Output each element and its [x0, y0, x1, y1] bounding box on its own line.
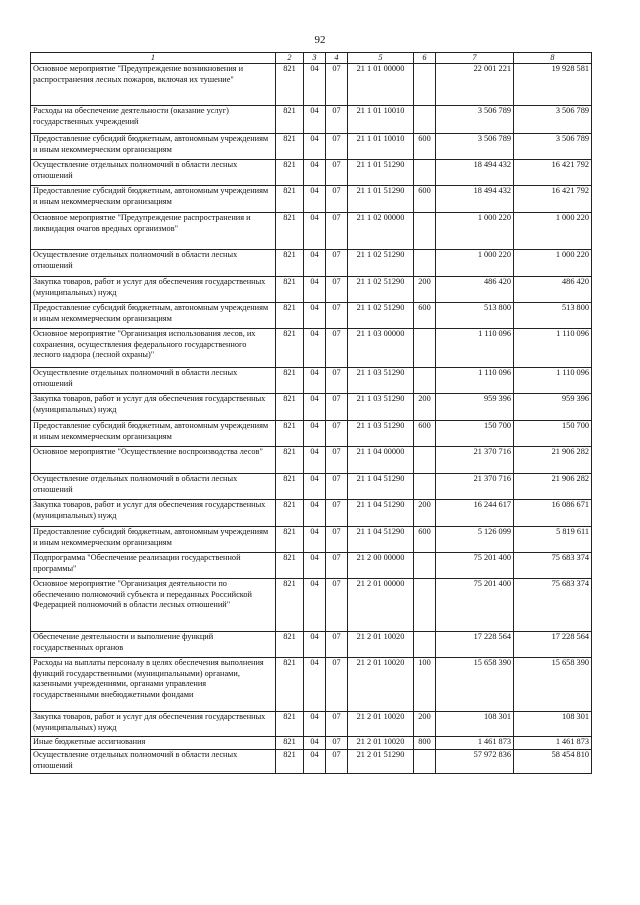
budget-table: [30, 52, 592, 774]
item-name-cell: Осуществление отдельных полномочий в области лесных отношений: [31, 474, 276, 500]
column-header: 6: [414, 53, 436, 64]
amount-year1-cell: 1 000 220: [436, 250, 514, 277]
amount-year1-cell: 75 201 400: [436, 579, 514, 632]
subsection-cell: 07: [326, 160, 348, 186]
subsection-cell: 07: [326, 250, 348, 277]
amount-year1-cell: 1 110 096: [436, 368, 514, 394]
amount-year2-cell: 1 110 096: [514, 368, 592, 394]
expense-type-cell: 600: [414, 421, 436, 447]
grbs-code-cell: 821: [276, 64, 304, 106]
item-name-cell: Закупка товаров, работ и услуг для обеспечения государственных (муниципальных) нужд: [31, 277, 276, 303]
amount-year1-cell: 5 126 099: [436, 527, 514, 553]
grbs-code-cell: 821: [276, 712, 304, 737]
amount-year2-cell: 75 683 374: [514, 553, 592, 579]
table-row: [31, 277, 592, 303]
subsection-cell: 07: [326, 134, 348, 160]
subsection-cell: 07: [326, 213, 348, 250]
section-cell: 04: [304, 579, 326, 632]
amount-year2-cell: 1 461 873: [514, 737, 592, 750]
section-cell: 04: [304, 106, 326, 134]
amount-year2-cell: 19 928 581: [514, 64, 592, 106]
subsection-cell: 07: [326, 737, 348, 750]
amount-year1-cell: 16 244 617: [436, 500, 514, 527]
grbs-code-cell: 821: [276, 303, 304, 329]
expense-type-cell: [414, 474, 436, 500]
target-article-cell: 21 1 02 51290: [348, 303, 414, 329]
amount-year2-cell: 75 683 374: [514, 579, 592, 632]
amount-year1-cell: 1 461 873: [436, 737, 514, 750]
section-cell: 04: [304, 394, 326, 421]
table-row: [31, 527, 592, 553]
expense-type-cell: [414, 579, 436, 632]
target-article-cell: 21 1 02 00000: [348, 213, 414, 250]
table-row: [31, 368, 592, 394]
expense-type-cell: [414, 329, 436, 368]
amount-year2-cell: 513 800: [514, 303, 592, 329]
target-article-cell: 21 1 01 51290: [348, 160, 414, 186]
table-row: [31, 394, 592, 421]
amount-year1-cell: 17 228 564: [436, 632, 514, 658]
amount-year2-cell: 58 454 810: [514, 750, 592, 774]
amount-year2-cell: 1 000 220: [514, 213, 592, 250]
item-name-cell: Основное мероприятие "Осуществление воспроизводства лесов": [31, 447, 276, 474]
grbs-code-cell: 821: [276, 106, 304, 134]
table-row: [31, 421, 592, 447]
target-article-cell: 21 2 00 00000: [348, 553, 414, 579]
amount-year2-cell: 21 906 282: [514, 474, 592, 500]
table-row: [31, 303, 592, 329]
amount-year2-cell: 21 906 282: [514, 447, 592, 474]
target-article-cell: 21 1 04 51290: [348, 527, 414, 553]
expense-type-cell: [414, 368, 436, 394]
column-header: 5: [348, 53, 414, 64]
subsection-cell: 07: [326, 712, 348, 737]
section-cell: 04: [304, 160, 326, 186]
subsection-cell: 07: [326, 64, 348, 106]
subsection-cell: 07: [326, 527, 348, 553]
target-article-cell: 21 1 04 00000: [348, 447, 414, 474]
subsection-cell: 07: [326, 368, 348, 394]
section-cell: 04: [304, 303, 326, 329]
grbs-code-cell: 821: [276, 368, 304, 394]
item-name-cell: Осуществление отдельных полномочий в области лесных отношений: [31, 250, 276, 277]
subsection-cell: 07: [326, 186, 348, 213]
grbs-code-cell: 821: [276, 658, 304, 712]
item-name-cell: Подпрограмма "Обеспечение реализации государственной программы": [31, 553, 276, 579]
section-cell: 04: [304, 329, 326, 368]
amount-year1-cell: 21 370 716: [436, 474, 514, 500]
table-row: [31, 250, 592, 277]
amount-year1-cell: 513 800: [436, 303, 514, 329]
amount-year1-cell: 22 001 221: [436, 64, 514, 106]
column-header: 8: [514, 53, 592, 64]
expense-type-cell: [414, 632, 436, 658]
item-name-cell: Основное мероприятие "Предупреждение распространения и ликвидация очагов вредных организмов": [31, 213, 276, 250]
section-cell: 04: [304, 632, 326, 658]
section-cell: 04: [304, 368, 326, 394]
section-cell: 04: [304, 527, 326, 553]
amount-year2-cell: 3 506 789: [514, 106, 592, 134]
item-name-cell: Предоставление субсидий бюджетным, автономным учреждениям и иным некоммерческим организациям: [31, 527, 276, 553]
target-article-cell: 21 1 03 51290: [348, 421, 414, 447]
amount-year2-cell: 16 421 792: [514, 186, 592, 213]
amount-year2-cell: 959 396: [514, 394, 592, 421]
expense-type-cell: 600: [414, 303, 436, 329]
amount-year1-cell: 486 420: [436, 277, 514, 303]
page-number: 92: [314, 34, 326, 46]
target-article-cell: 21 1 04 51290: [348, 500, 414, 527]
amount-year2-cell: 5 819 611: [514, 527, 592, 553]
table-row: [31, 329, 592, 368]
expense-type-cell: [414, 106, 436, 134]
target-article-cell: 21 1 01 51290: [348, 186, 414, 213]
table-row: [31, 579, 592, 632]
column-header: 7: [436, 53, 514, 64]
target-article-cell: 21 1 02 51290: [348, 277, 414, 303]
grbs-code-cell: 821: [276, 527, 304, 553]
amount-year1-cell: 3 506 789: [436, 106, 514, 134]
subsection-cell: 07: [326, 394, 348, 421]
item-name-cell: Предоставление субсидий бюджетным, автономным учреждениям и иным некоммерческим организациям: [31, 303, 276, 329]
table-row: [31, 737, 592, 750]
item-name-cell: Осуществление отдельных полномочий в области лесных отношений: [31, 750, 276, 774]
item-name-cell: Осуществление отдельных полномочий в области лесных отношений: [31, 368, 276, 394]
amount-year2-cell: 3 506 789: [514, 134, 592, 160]
amount-year2-cell: 15 658 390: [514, 658, 592, 712]
table-row: [31, 64, 592, 106]
section-cell: 04: [304, 186, 326, 213]
expense-type-cell: [414, 160, 436, 186]
expense-type-cell: [414, 447, 436, 474]
target-article-cell: 21 2 01 00000: [348, 579, 414, 632]
grbs-code-cell: 821: [276, 213, 304, 250]
grbs-code-cell: 821: [276, 737, 304, 750]
amount-year2-cell: 1 110 096: [514, 329, 592, 368]
amount-year1-cell: 18 494 432: [436, 160, 514, 186]
amount-year2-cell: 17 228 564: [514, 632, 592, 658]
target-article-cell: 21 2 01 51290: [348, 750, 414, 774]
subsection-cell: 07: [326, 106, 348, 134]
expense-type-cell: [414, 250, 436, 277]
amount-year1-cell: 108 301: [436, 712, 514, 737]
table-row: [31, 106, 592, 134]
subsection-cell: 07: [326, 303, 348, 329]
section-cell: 04: [304, 447, 326, 474]
expense-type-cell: 200: [414, 394, 436, 421]
item-name-cell: Закупка товаров, работ и услуг для обеспечения государственных (муниципальных) нужд: [31, 712, 276, 737]
amount-year2-cell: 16 086 671: [514, 500, 592, 527]
column-header: 1: [31, 53, 276, 64]
grbs-code-cell: 821: [276, 250, 304, 277]
expense-type-cell: [414, 750, 436, 774]
subsection-cell: 07: [326, 500, 348, 527]
section-cell: 04: [304, 553, 326, 579]
target-article-cell: 21 1 01 10010: [348, 106, 414, 134]
item-name-cell: Расходы на выплаты персоналу в целях обеспечения выполнения функций государственными (муниципальными) органами, казенными учреждениями, органами управления государственными внебюджетными фондами: [31, 658, 276, 712]
target-article-cell: 21 1 01 10010: [348, 134, 414, 160]
expense-type-cell: 200: [414, 500, 436, 527]
section-cell: 04: [304, 250, 326, 277]
section-cell: 04: [304, 658, 326, 712]
target-article-cell: 21 1 03 00000: [348, 329, 414, 368]
table-row: [31, 712, 592, 737]
expense-type-cell: 200: [414, 712, 436, 737]
table-row: [31, 213, 592, 250]
target-article-cell: 21 2 01 10020: [348, 712, 414, 737]
expense-type-cell: [414, 213, 436, 250]
grbs-code-cell: 821: [276, 553, 304, 579]
amount-year1-cell: 21 370 716: [436, 447, 514, 474]
section-cell: 04: [304, 474, 326, 500]
item-name-cell: Осуществление отдельных полномочий в области лесных отношений: [31, 160, 276, 186]
grbs-code-cell: 821: [276, 447, 304, 474]
amount-year2-cell: 16 421 792: [514, 160, 592, 186]
subsection-cell: 07: [326, 277, 348, 303]
amount-year1-cell: 1 000 220: [436, 213, 514, 250]
expense-type-cell: 800: [414, 737, 436, 750]
section-cell: 04: [304, 213, 326, 250]
subsection-cell: 07: [326, 632, 348, 658]
subsection-cell: 07: [326, 329, 348, 368]
expense-type-cell: 200: [414, 277, 436, 303]
item-name-cell: Закупка товаров, работ и услуг для обеспечения государственных (муниципальных) нужд: [31, 394, 276, 421]
item-name-cell: Основное мероприятие "Организация использования лесов, их сохранения, осуществления федерального государственного лесного надзора (лесной охраны)": [31, 329, 276, 368]
target-article-cell: 21 1 03 51290: [348, 394, 414, 421]
item-name-cell: Закупка товаров, работ и услуг для обеспечения государственных (муниципальных) нужд: [31, 500, 276, 527]
grbs-code-cell: 821: [276, 750, 304, 774]
subsection-cell: 07: [326, 579, 348, 632]
grbs-code-cell: 821: [276, 500, 304, 527]
target-article-cell: 21 2 01 10020: [348, 632, 414, 658]
amount-year2-cell: 1 000 220: [514, 250, 592, 277]
subsection-cell: 07: [326, 474, 348, 500]
grbs-code-cell: 821: [276, 474, 304, 500]
expense-type-cell: 600: [414, 134, 436, 160]
table-row: [31, 160, 592, 186]
subsection-cell: 07: [326, 553, 348, 579]
section-cell: 04: [304, 421, 326, 447]
column-header: 2: [276, 53, 304, 64]
grbs-code-cell: 821: [276, 134, 304, 160]
column-number-header: [31, 53, 592, 64]
grbs-code-cell: 821: [276, 579, 304, 632]
section-cell: 04: [304, 750, 326, 774]
table-row: [31, 447, 592, 474]
amount-year1-cell: 18 494 432: [436, 186, 514, 213]
expense-type-cell: 600: [414, 527, 436, 553]
subsection-cell: 07: [326, 421, 348, 447]
expense-type-cell: 100: [414, 658, 436, 712]
amount-year1-cell: 959 396: [436, 394, 514, 421]
target-article-cell: 21 1 02 51290: [348, 250, 414, 277]
item-name-cell: Предоставление субсидий бюджетным, автономным учреждениям и иным некоммерческим организациям: [31, 421, 276, 447]
grbs-code-cell: 821: [276, 632, 304, 658]
section-cell: 04: [304, 134, 326, 160]
section-cell: 04: [304, 737, 326, 750]
table-row: [31, 632, 592, 658]
target-article-cell: 21 1 03 51290: [348, 368, 414, 394]
amount-year1-cell: 75 201 400: [436, 553, 514, 579]
amount-year1-cell: 3 506 789: [436, 134, 514, 160]
expense-type-cell: 600: [414, 186, 436, 213]
amount-year2-cell: 150 700: [514, 421, 592, 447]
target-article-cell: 21 1 04 51290: [348, 474, 414, 500]
table-row: [31, 553, 592, 579]
item-name-cell: Обеспечение деятельности и выполнение функций государственных органов: [31, 632, 276, 658]
expense-type-cell: [414, 64, 436, 106]
subsection-cell: 07: [326, 750, 348, 774]
amount-year1-cell: 150 700: [436, 421, 514, 447]
grbs-code-cell: 821: [276, 277, 304, 303]
item-name-cell: Расходы на обеспечение деятельности (оказание услуг) государственных учреждений: [31, 106, 276, 134]
subsection-cell: 07: [326, 658, 348, 712]
section-cell: 04: [304, 277, 326, 303]
section-cell: 04: [304, 500, 326, 527]
table-row: [31, 186, 592, 213]
grbs-code-cell: 821: [276, 186, 304, 213]
grbs-code-cell: 821: [276, 329, 304, 368]
grbs-code-cell: 821: [276, 421, 304, 447]
item-name-cell: Основное мероприятие "Организация деятельности по обеспечению полномочий субъекта и переданных Российской Федерацией полномочий в области лесных отношений": [31, 579, 276, 632]
amount-year2-cell: 486 420: [514, 277, 592, 303]
item-name-cell: Предоставление субсидий бюджетным, автономным учреждениям и иным некоммерческим организациям: [31, 186, 276, 213]
section-cell: 04: [304, 712, 326, 737]
target-article-cell: 21 2 01 10020: [348, 658, 414, 712]
item-name-cell: Основное мероприятие "Предупреждение возникновения и распространения лесных пожаров, включая их тушение": [31, 64, 276, 106]
column-header: 3: [304, 53, 326, 64]
grbs-code-cell: 821: [276, 160, 304, 186]
expense-type-cell: [414, 553, 436, 579]
target-article-cell: 21 1 01 00000: [348, 64, 414, 106]
grbs-code-cell: 821: [276, 394, 304, 421]
subsection-cell: 07: [326, 447, 348, 474]
amount-year1-cell: 1 110 096: [436, 329, 514, 368]
amount-year1-cell: 57 972 836: [436, 750, 514, 774]
target-article-cell: 21 2 01 10020: [348, 737, 414, 750]
table-row: [31, 658, 592, 712]
amount-year1-cell: 15 658 390: [436, 658, 514, 712]
item-name-cell: Предоставление субсидий бюджетным, автономным учреждениям и иным некоммерческим организациям: [31, 134, 276, 160]
section-cell: 04: [304, 64, 326, 106]
column-header: 4: [326, 53, 348, 64]
amount-year2-cell: 108 301: [514, 712, 592, 737]
table-row: [31, 750, 592, 774]
table-row: [31, 474, 592, 500]
table-row: [31, 134, 592, 160]
table-row: [31, 500, 592, 527]
item-name-cell: Иные бюджетные ассигнования: [31, 737, 276, 750]
